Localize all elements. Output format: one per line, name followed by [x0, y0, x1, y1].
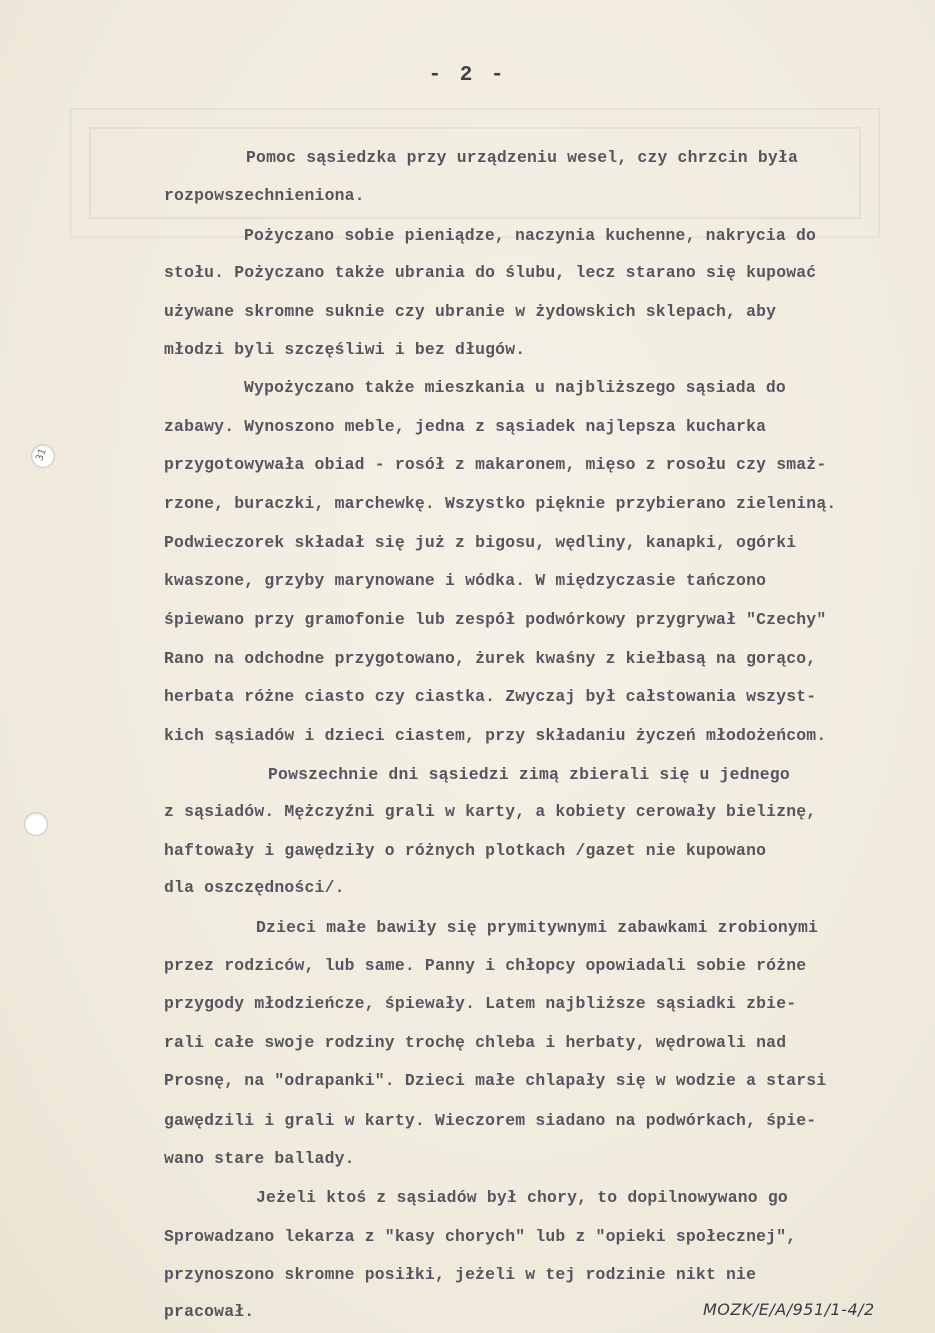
- text-line: zabawy. Wynoszono meble, jedna z sąsiadek najlepsza kucharka: [164, 417, 767, 436]
- text-line: pracował.: [164, 1302, 255, 1321]
- text-line: Pomoc sąsiedzka przy urządzeniu wesel, czy chrzcin była: [246, 148, 798, 167]
- text-line: przygody młodzieńcze, śpiewały. Latem najbliższe sąsiadki zbie-: [164, 994, 797, 1013]
- text-line: gawędzili i grali w karty. Wieczorem siadano na podwórkach, śpie-: [164, 1111, 817, 1130]
- punch-hole-bottom: [24, 812, 48, 836]
- text-line: kwaszone, grzyby marynowane i wódka. W międzyczasie tańczono: [164, 571, 767, 590]
- text-line: rozpowszechnieniona.: [164, 186, 365, 205]
- text-line: dla oszczędności/.: [164, 878, 345, 897]
- text-line: haftowały i gawędziły o różnych plotkach /gazet nie kupowano: [164, 841, 767, 860]
- text-line: Podwieczorek składał się już z bigosu, wędliny, kanapki, ogórki: [164, 533, 797, 552]
- text-line: przez rodziców, lub same. Panny i chłopcy opowiadali sobie różne: [164, 956, 807, 975]
- text-line: Wypożyczano także mieszkania u najbliższego sąsiada do: [244, 378, 786, 397]
- text-line: młodzi byli szczęśliwi i bez długów.: [164, 340, 526, 359]
- text-line: przynoszono skromne posiłki, jeżeli w tej rodzinie nikt nie: [164, 1265, 757, 1284]
- text-line: Jeżeli ktoś z sąsiadów był chory, to dopilnowywano go: [256, 1188, 788, 1207]
- text-line: Powszechnie dni sąsiedzi zimą zbierali się u jednego: [268, 765, 790, 784]
- faint-stamp-watermark: [70, 108, 880, 238]
- hole-mark: 31: [34, 446, 49, 463]
- text-line: Prosnę, na "odrapanki". Dzieci małe chlapały się w wodzie a starsi: [164, 1071, 827, 1090]
- text-line: rali całe swoje rodziny trochę chleba i herbaty, wędrowali nad: [164, 1033, 787, 1052]
- text-line: wano stare ballady.: [164, 1149, 355, 1168]
- text-line: kich sąsiadów i dzieci ciastem, przy składaniu życzeń młodożeńcom.: [164, 726, 827, 745]
- text-line: Pożyczano sobie pieniądze, naczynia kuchenne, nakrycia do: [244, 226, 817, 245]
- text-line: Sprowadzano lekarza z "kasy chorych" lub z "opieki społecznej",: [164, 1227, 797, 1246]
- page-number: - 2 -: [428, 64, 507, 87]
- text-line: herbata różne ciasto czy ciastka. Zwyczaj był całstowania wszyst-: [164, 687, 817, 706]
- text-line: śpiewano przy gramofonie lub zespół podwórkowy przygrywał "Czechy": [164, 610, 827, 629]
- text-line: przygotowywała obiad - rosół z makaronem, mięso z rosołu czy smaż-: [164, 455, 827, 474]
- archive-reference: MOZK/E/A/951/1-4/2: [703, 1300, 875, 1319]
- text-line: używane skromne suknie czy ubranie w żydowskich sklepach, aby: [164, 302, 777, 321]
- text-line: Rano na odchodne przygotowano, żurek kwaśny z kiełbasą na gorąco,: [164, 649, 817, 668]
- text-line: z sąsiadów. Mężczyźni grali w karty, a kobiety cerowały bieliznę,: [164, 802, 817, 821]
- text-line: stołu. Pożyczano także ubrania do ślubu, lecz starano się kupować: [164, 263, 817, 282]
- text-line: rzone, buraczki, marchewkę. Wszystko pięknie przybierano zieleniną.: [164, 494, 837, 513]
- text-line: Dzieci małe bawiły się prymitywnymi zabawkami zrobionymi: [256, 918, 819, 937]
